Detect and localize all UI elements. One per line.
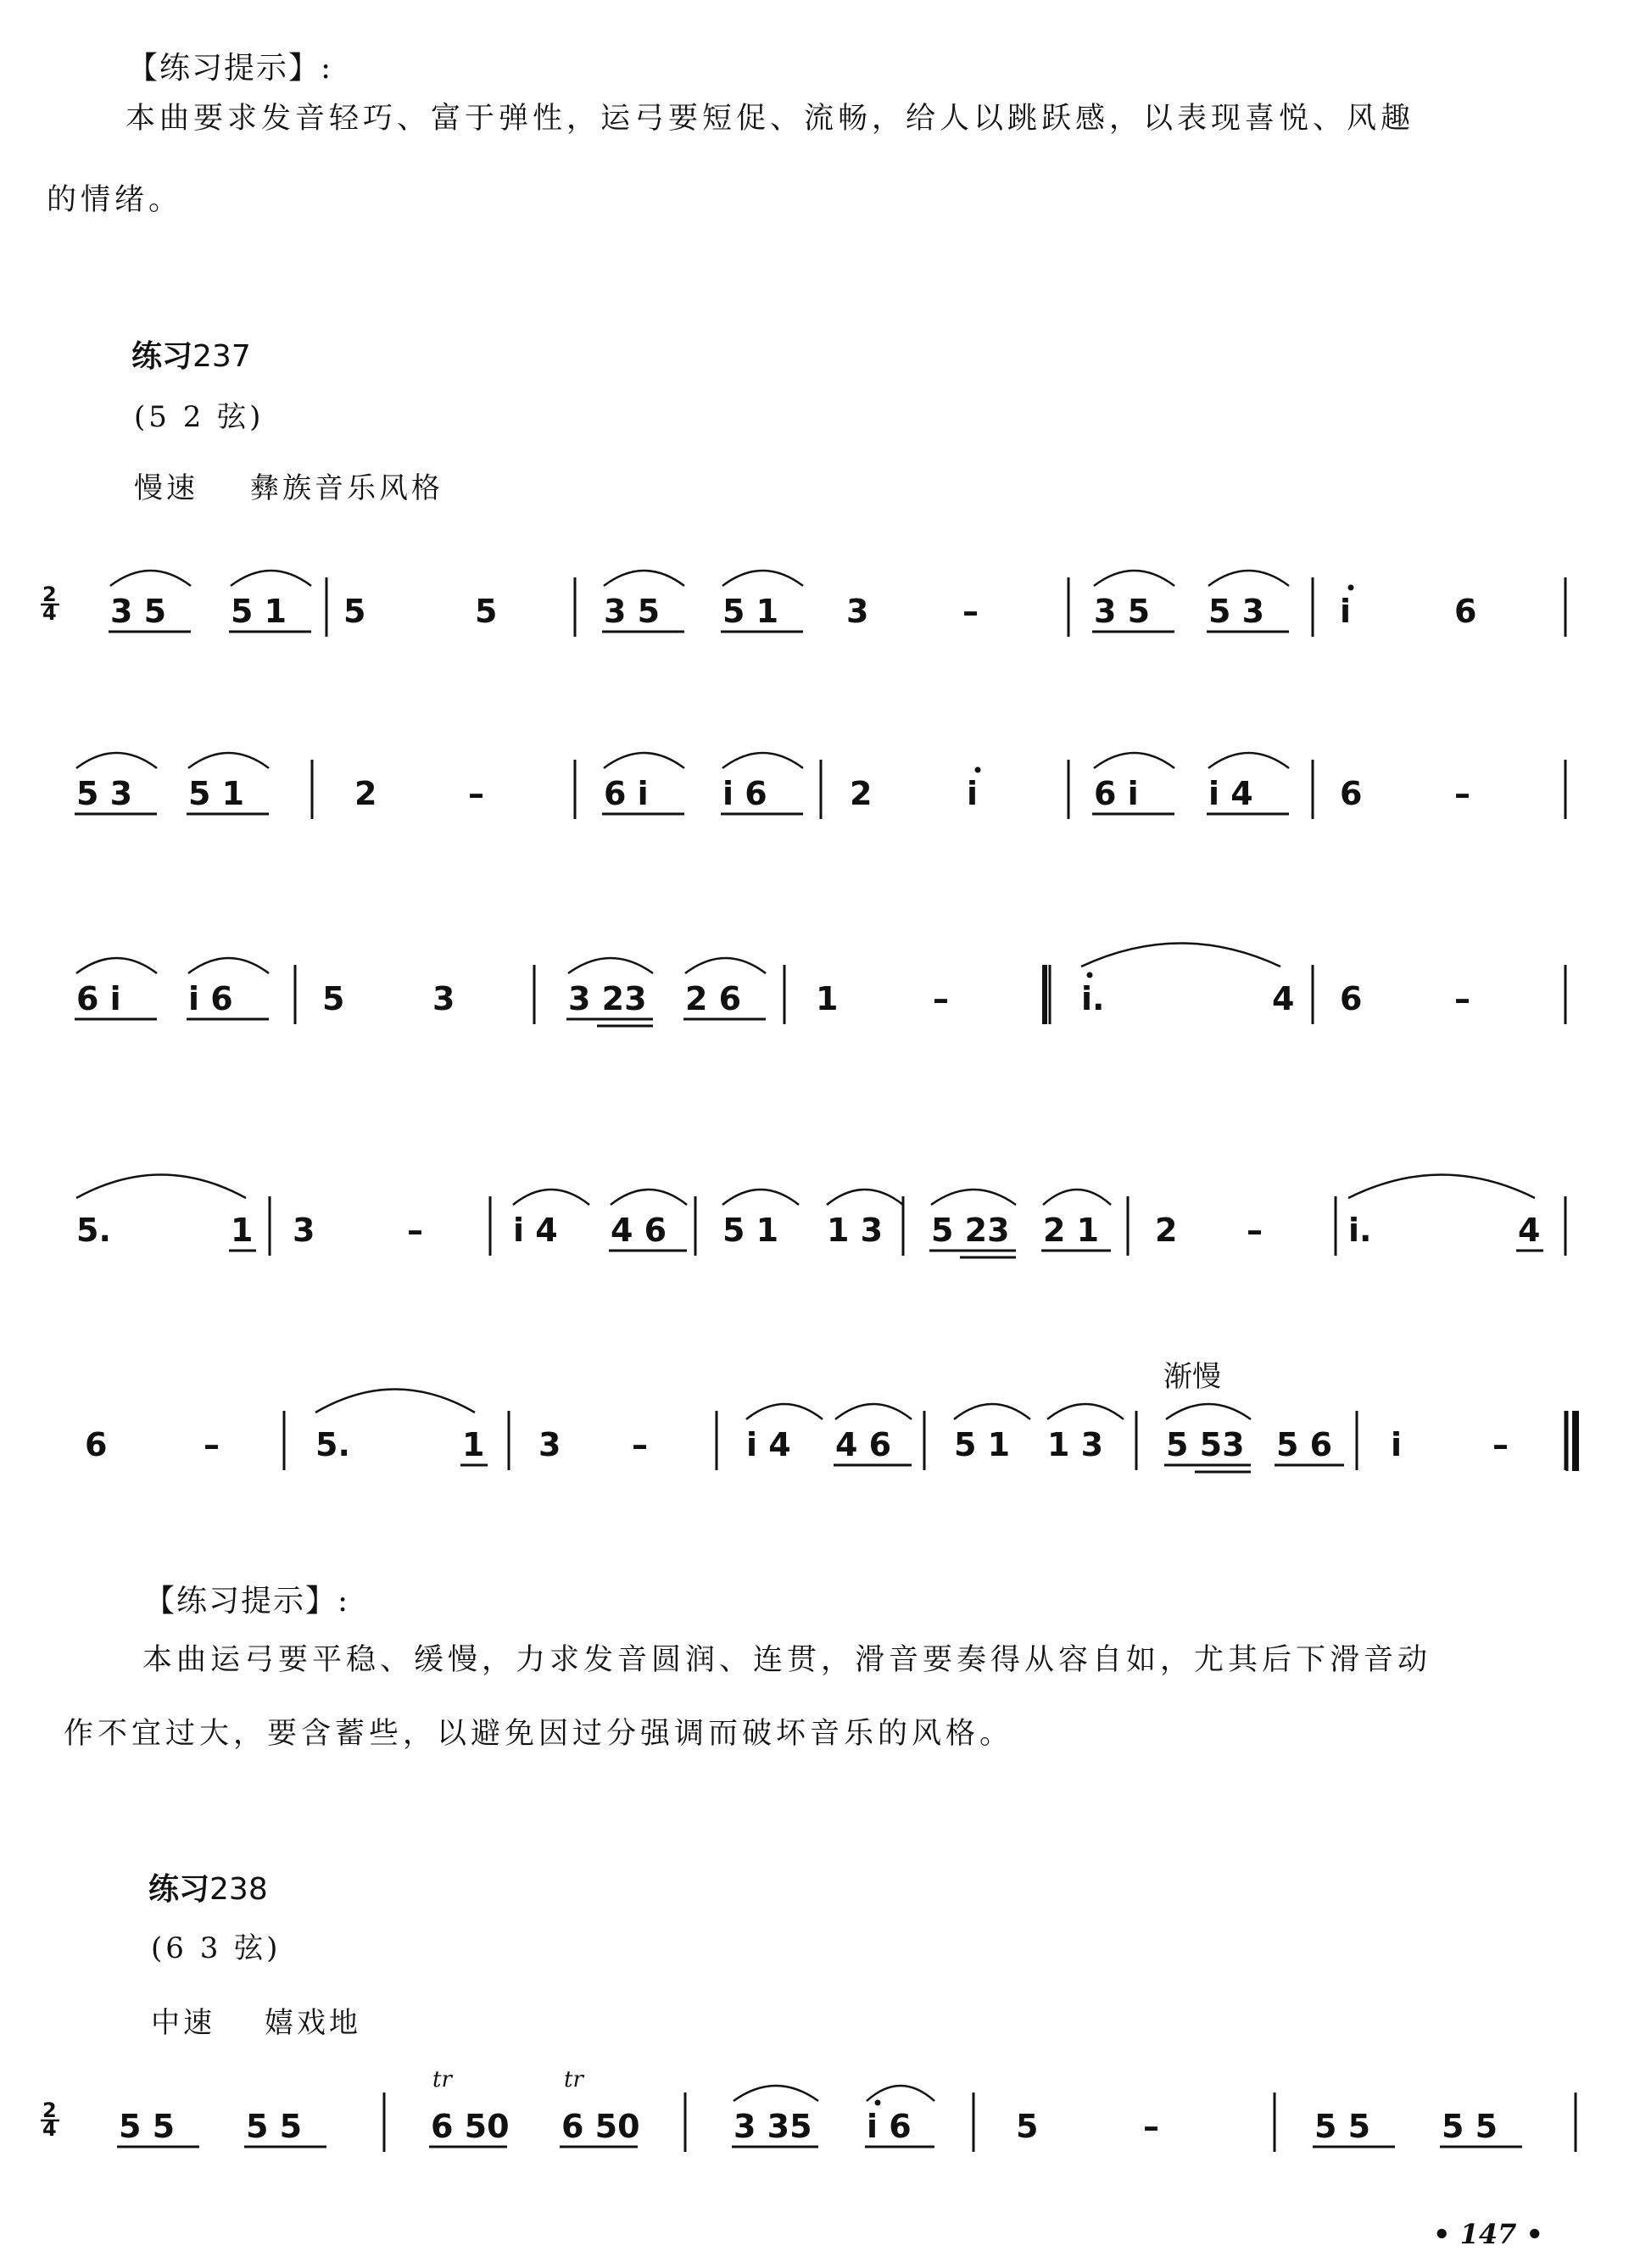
jianpu-note: 3 <box>293 1212 315 1249</box>
jianpu-note: 2 6 <box>685 980 742 1017</box>
slur-arc <box>734 2086 818 2101</box>
jianpu-note: 3 35 <box>734 2108 812 2145</box>
jianpu-note: i 6 <box>867 2108 912 2145</box>
jianpu-note: 5 5 <box>119 2108 176 2145</box>
jianpu-note: 5 3 <box>1208 593 1265 630</box>
jianpu-note: 5 1 <box>954 1426 1011 1463</box>
jianpu-note: 3 <box>846 593 869 630</box>
jianpu-note: 6 <box>1340 980 1363 1017</box>
jianpu-note: 3 5 <box>1094 593 1151 630</box>
time-signature-top: 2 <box>42 582 57 606</box>
jianpu-note: – <box>1454 980 1470 1017</box>
hint-paragraph-2-line-2: 作不宜过大，要含蓄些，以避免因过分强调而破坏音乐的风格。 <box>64 1717 1014 1751</box>
page-number: • 147 • <box>1433 2218 1543 2250</box>
hint-paragraph-1-line-2: 的情绪。 <box>47 183 183 217</box>
jianpu-note: 2 <box>1155 1212 1178 1249</box>
jianpu-note: – <box>933 980 949 1017</box>
jianpu-note: 5 <box>343 593 366 630</box>
jianpu-note: 6 i <box>604 775 649 812</box>
jianpu-note: 3 <box>432 980 455 1017</box>
jianpu-note: 5 1 <box>188 775 245 812</box>
slur-arc <box>867 2086 934 2101</box>
jianpu-note: 1 <box>462 1426 485 1463</box>
jianpu-note: 6 <box>1340 775 1363 812</box>
octave-dot <box>875 2100 881 2106</box>
jianpu-note: – <box>632 1426 648 1463</box>
jianpu-note: 4 <box>1272 980 1295 1017</box>
jianpu-note: 5 5 <box>246 2108 303 2145</box>
jianpu-note: 1 <box>231 1212 254 1249</box>
jianpu-note: – <box>1247 1212 1263 1249</box>
time-signature-bottom: 4 <box>42 2117 57 2141</box>
jianpu-note: 5. <box>315 1426 350 1463</box>
trill-mark: tr <box>432 2067 452 2092</box>
jianpu-note: 4 6 <box>611 1212 667 1249</box>
jianpu-note: 2 <box>850 775 873 812</box>
exercise-title-word: 练习 <box>131 339 193 374</box>
jianpu-note: 6 50 <box>561 2108 640 2145</box>
jianpu-note: 5 1 <box>722 1212 779 1249</box>
jianpu-note: 5 3 <box>76 775 133 812</box>
time-signature-bottom: 4 <box>42 601 57 625</box>
exercise-238-strings: (6 3 弦) <box>151 1931 282 1965</box>
jianpu-note: i 4 <box>513 1212 558 1249</box>
exercise-238-style: 嬉戏地 <box>265 2006 361 2040</box>
jianpu-note: 6 <box>1454 593 1477 630</box>
trill-mark: tr <box>564 2067 583 2092</box>
hint-label-2: 【练习提示】: <box>144 1584 350 1619</box>
jianpu-note: i 6 <box>188 980 233 1017</box>
jianpu-note: 5 5 <box>1314 2108 1371 2145</box>
jianpu-note: 3 5 <box>110 593 167 630</box>
exercise-number: 237 <box>192 339 251 374</box>
jianpu-note: – <box>1492 1426 1509 1463</box>
exercise-238-tempo: 中速 <box>151 2006 215 2040</box>
jianpu-note: 3 5 <box>604 593 661 630</box>
jianpu-note: 6 i <box>1094 775 1139 812</box>
jianpu-note: i 4 <box>746 1426 791 1463</box>
jianpu-note: 5 1 <box>722 593 779 630</box>
jianpu-note: i. <box>1348 1212 1372 1249</box>
hint-paragraph-1-line-1: 本曲要求发音轻巧、富于弹性，运弓要短促、流畅，给人以跳跃感，以表现喜悦、风趣 <box>126 102 1415 136</box>
jianpu-note: 1 3 <box>1047 1426 1104 1463</box>
jianpu-note: i <box>1391 1426 1403 1463</box>
exercise-title-word: 练习 <box>148 1872 210 1907</box>
jianpu-note: 5 6 <box>1276 1426 1333 1463</box>
jianpu-note: 5 5 <box>1442 2108 1498 2145</box>
jianpu-note: i 6 <box>722 775 767 812</box>
jianpu-note: 5. <box>76 1212 111 1249</box>
exercise-237-style: 彝族音乐风格 <box>250 471 443 505</box>
jianpu-note: 5 23 <box>931 1212 1010 1249</box>
jianpu-note: 1 <box>816 980 839 1017</box>
jianpu-note: 5 <box>475 593 498 630</box>
jianpu-note: 2 <box>354 775 377 812</box>
jianpu-note: – <box>1143 2108 1159 2145</box>
jianpu-note: 6 50 <box>431 2108 510 2145</box>
jianpu-note: – <box>468 775 484 812</box>
jianpu-note: 2 1 <box>1043 1212 1100 1249</box>
jianpu-note: i 4 <box>1208 775 1253 812</box>
tempo-mark-ritardando: 渐慢 <box>1163 1360 1221 1394</box>
jianpu-note: 1 3 <box>827 1212 884 1249</box>
jianpu-note: 5 <box>322 980 345 1017</box>
jianpu-note: 4 6 <box>835 1426 892 1463</box>
jianpu-note: – <box>204 1426 220 1463</box>
exercise-237-strings: (5 2 弦) <box>134 400 265 434</box>
jianpu-note: 5 1 <box>231 593 287 630</box>
jianpu-note: 4 <box>1518 1212 1541 1249</box>
jianpu-note: 6 i <box>76 980 121 1017</box>
jianpu-note: 5 <box>1016 2108 1039 2145</box>
jianpu-note: 3 23 <box>568 980 647 1017</box>
jianpu-note: 6 <box>85 1426 108 1463</box>
jianpu-note: 5 53 <box>1166 1426 1245 1463</box>
jianpu-note: – <box>962 593 979 630</box>
jianpu-note: i. <box>1081 980 1105 1017</box>
jianpu-note: i <box>967 775 979 812</box>
hint-label-1: 【练习提示】: <box>127 51 333 86</box>
jianpu-note: – <box>1454 775 1470 812</box>
time-signature-top: 2 <box>42 2098 57 2122</box>
jianpu-note: i <box>1340 593 1352 630</box>
jianpu-note: 3 <box>538 1426 561 1463</box>
exercise-237-tempo: 慢速 <box>134 471 198 505</box>
exercise-number: 238 <box>209 1872 268 1907</box>
hint-paragraph-2-line-1: 本曲运弓要平稳、缓慢，力求发音圆润、连贯，滑音要奏得从容自如，尤其后下滑音动 <box>142 1643 1432 1677</box>
jianpu-note: – <box>407 1212 423 1249</box>
